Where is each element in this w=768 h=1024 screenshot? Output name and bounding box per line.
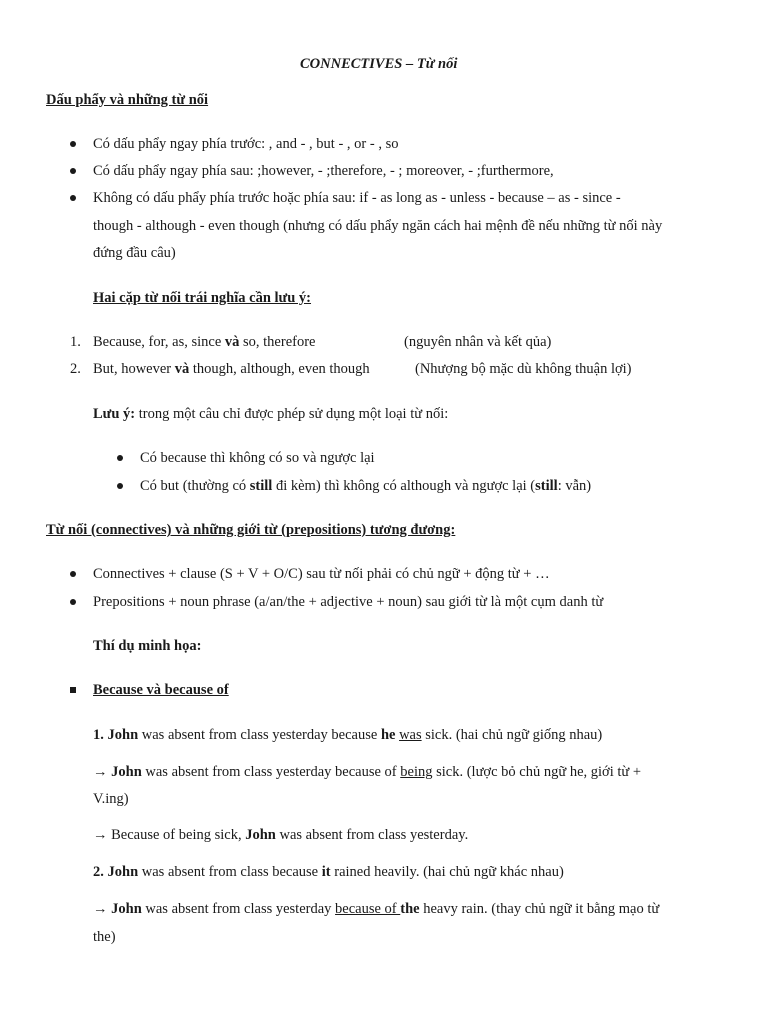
section-heading-pairs: Hai cặp từ nối trái nghĩa cần lưu ý: (93, 290, 312, 306)
list-item-text: Because, for, as, since và so, therefore (93, 334, 316, 350)
example-label: Thí dụ minh họa: (93, 638, 202, 654)
bullet-dot (70, 168, 76, 174)
list-item-text: But, however và though, although, even though (93, 361, 370, 377)
bullet-dot (117, 483, 123, 489)
list-number: 1. (70, 334, 81, 350)
list-item-note: (Nhượng bộ mặc dù không thuận lợi) (415, 361, 632, 377)
example-sentence-continuation: V.ing) (93, 791, 129, 807)
example-sentence: 2. John was absent from class because it rained heavily. (hai chủ ngữ khác nhau) (93, 864, 564, 880)
list-item-note: (nguyên nhân và kết qủa) (404, 334, 552, 350)
bullet-dot (70, 195, 76, 201)
bullet-dot (117, 455, 123, 461)
bullet-text: Prepositions + noun phrase (a/an/the + adjective + noun) sau giới từ là một cụm danh từ (93, 594, 604, 610)
bullet-dot (70, 141, 76, 147)
document-title: CONNECTIVES – Từ nối (300, 56, 458, 72)
bullet-dot (70, 599, 76, 605)
sub-bullet-text: Có because thì không có so và ngược lại (140, 450, 375, 466)
sub-heading: Because và because of (93, 682, 229, 698)
example-sentence: → John was absent from class yesterday because of the heavy rain. (thay chủ ngữ it bằng mạo từ (93, 901, 660, 917)
bullet-text-continuation: though - although - even though (nhưng có dấu phẩy ngăn cách hai mệnh đề nếu những từ nối này (93, 218, 663, 234)
list-number: 2. (70, 361, 81, 377)
example-sentence: → John was absent from class yesterday because of being sick. (lược bỏ chủ ngữ he, giới từ + (93, 764, 642, 780)
bullet-text: Không có dấu phẩy phía trước hoặc phía sau: if - as long as - unless - because – as - since - (93, 190, 621, 206)
bullet-text: Có dấu phẩy ngay phía sau: ;however, - ;therefore, - ; moreover, - ;furthermore, (93, 163, 554, 179)
note-paragraph: Lưu ý: trong một câu chỉ được phép sử dụng một loại từ nối: (93, 406, 449, 422)
bullet-text: Connectives + clause (S + V + O/C) sau từ nối phải có chủ ngữ + động từ + … (93, 566, 550, 582)
example-sentence-continuation: the) (93, 929, 116, 945)
square-bullet (70, 687, 76, 693)
section-heading-prepositions: Từ nối (connectives) và những giới từ (prepositions) tương đương: (46, 522, 456, 538)
section-heading-commas: Dấu phẩy và những từ nối (46, 92, 209, 108)
example-sentence: → Because of being sick, John was absent from class yesterday. (93, 827, 469, 843)
bullet-text-continuation: đứng đầu câu) (93, 245, 176, 261)
sub-bullet-text: Có but (thường có still đi kèm) thì không có although và ngược lại (still: vẫn) (140, 478, 592, 494)
bullet-text: Có dấu phẩy ngay phía trước: , and - , but - , or - , so (93, 136, 399, 152)
example-sentence: 1. John was absent from class yesterday because he was sick. (hai chủ ngữ giống nhau) (93, 727, 603, 743)
bullet-dot (70, 571, 76, 577)
